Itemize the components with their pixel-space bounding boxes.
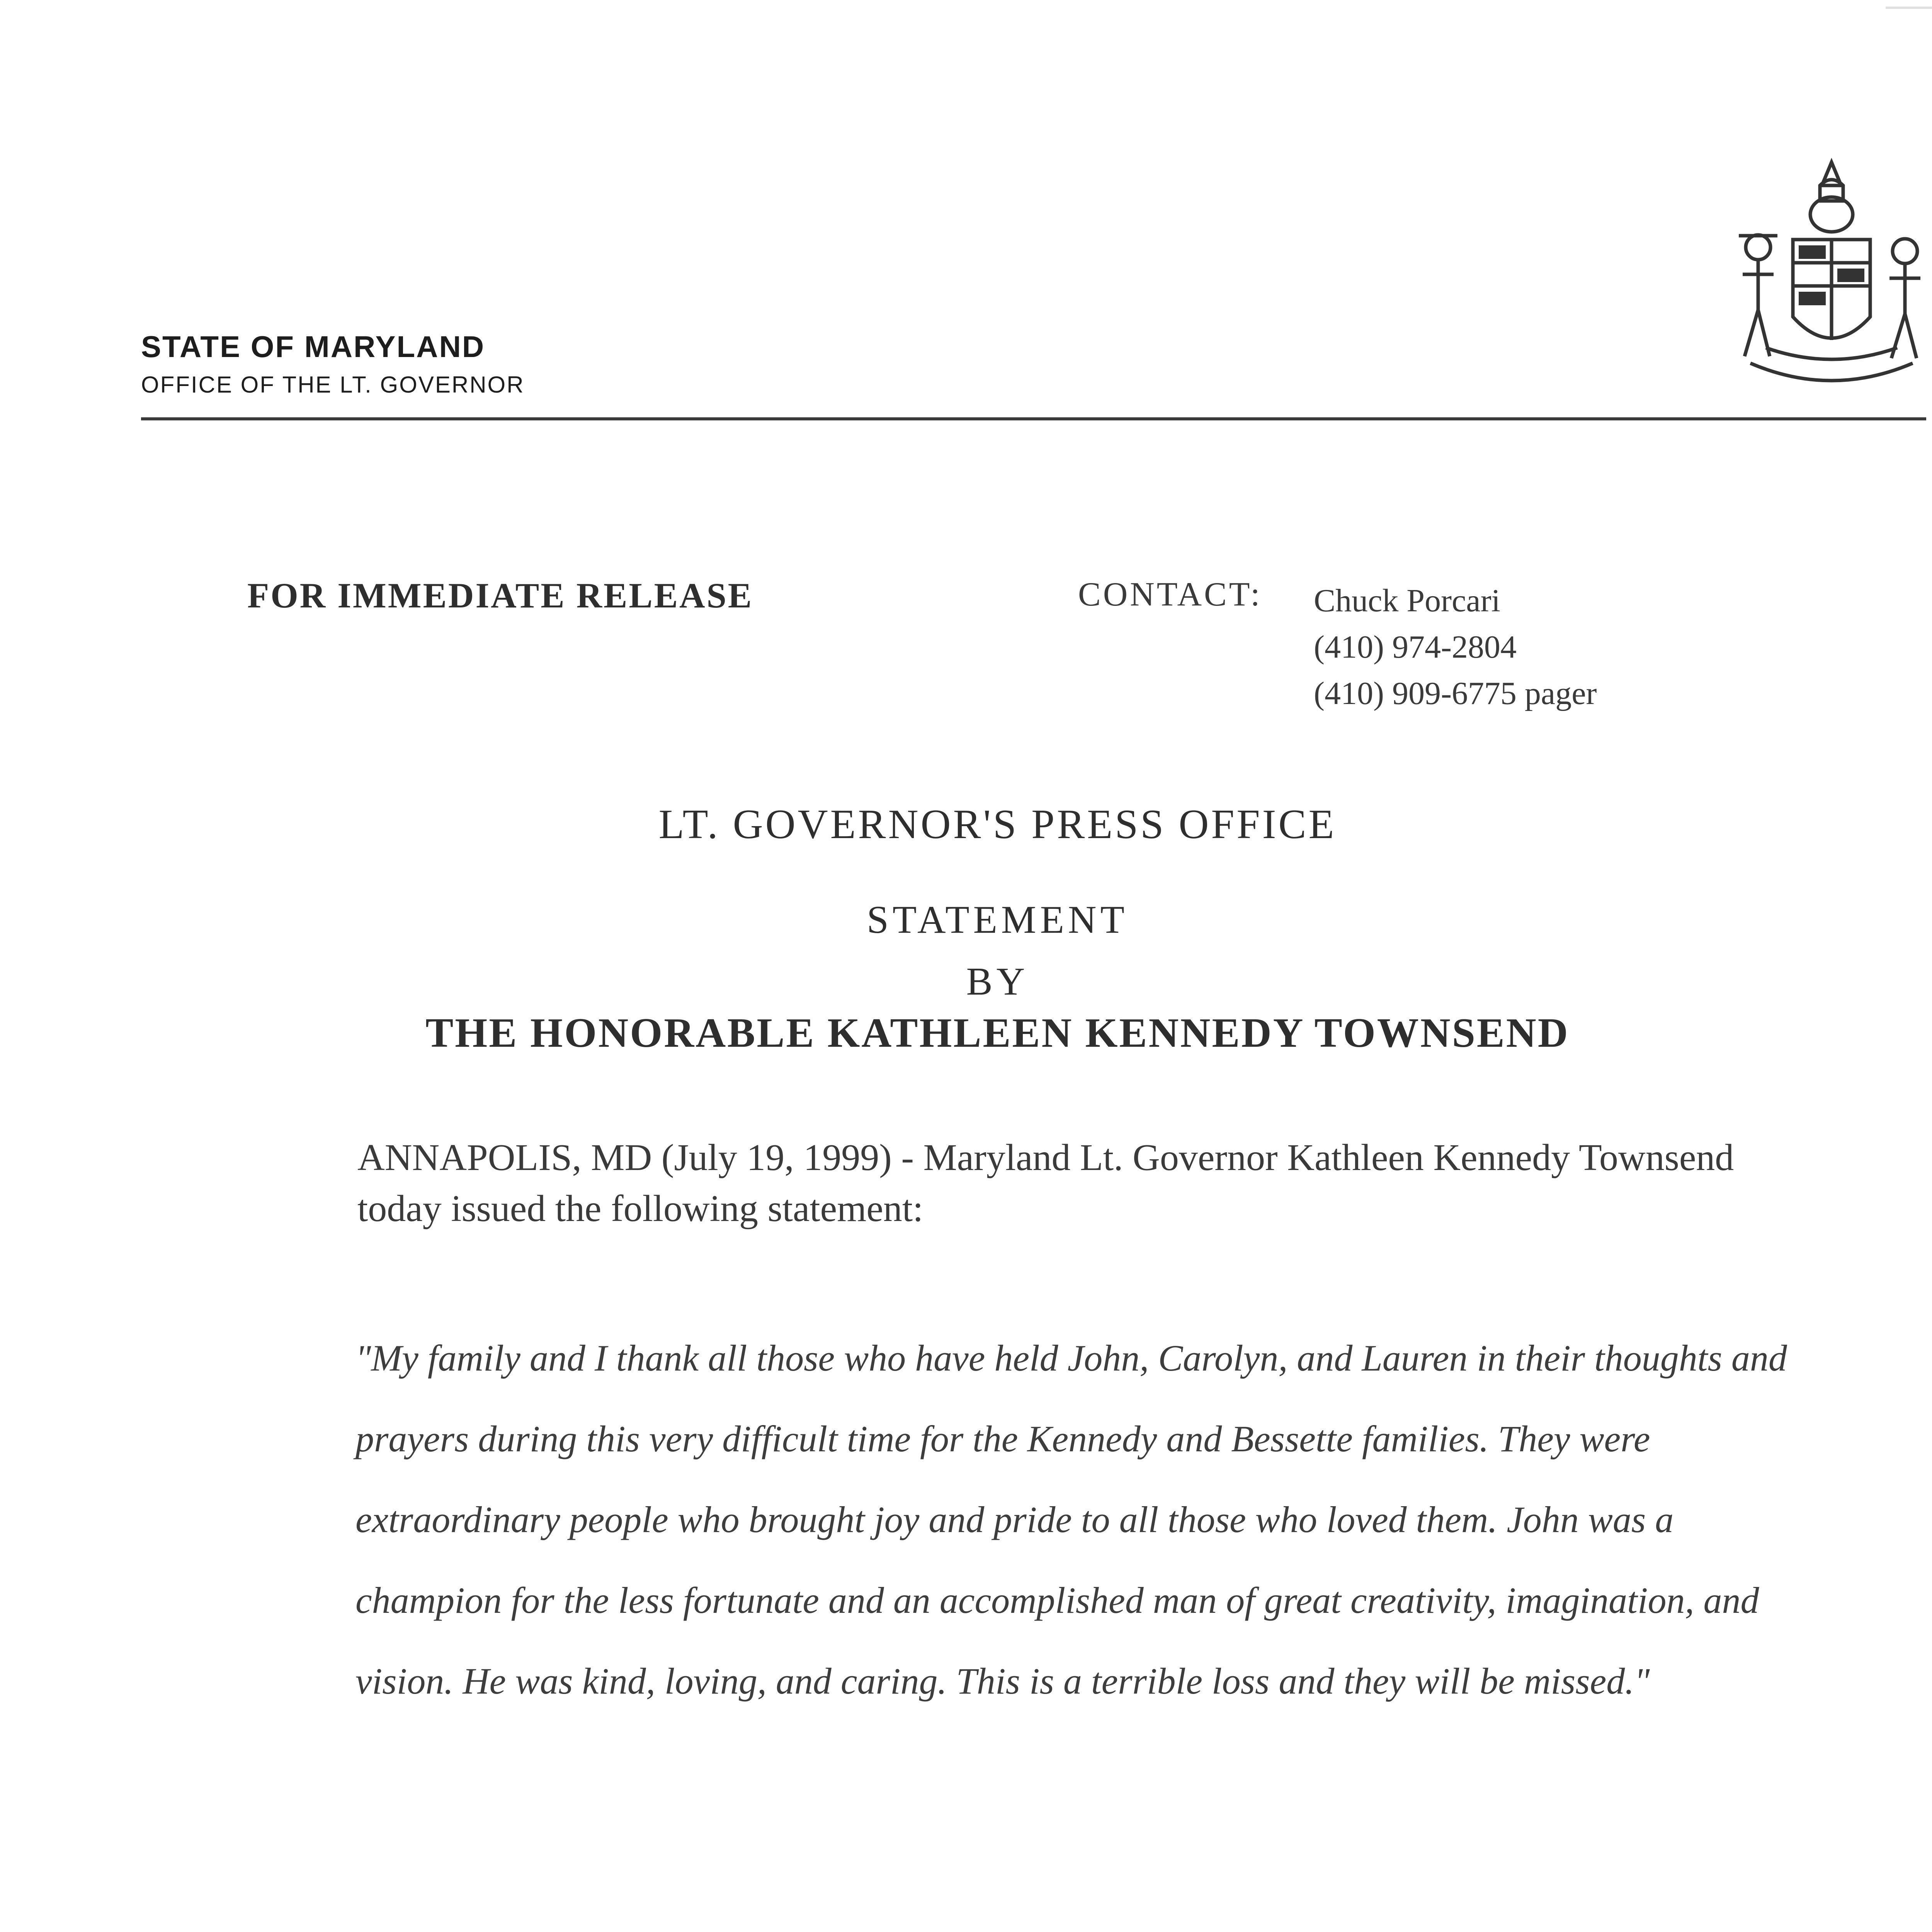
quote-paragraph: "My family and I thank all those who have held John, Carolyn, and Lauren in their thoughts and prayers during this very difficult time for the Kennedy and Bessette families. They were extraordinary people who brought joy and pride to all those who loved them. John was a champion for the less fortunate and an accomplished man of great creativity, imagination, and vision. He was kind, loving, and caring. This is a terrible loss and they will be missed." — [355, 1337, 1787, 1702]
header-divider — [141, 417, 1926, 420]
release-label: FOR IMMEDIATE RELEASE — [247, 576, 753, 615]
honorable-title: THE HONORABLE KATHLEEN KENNEDY TOWNSEND — [425, 1010, 1570, 1056]
contact-name: Chuck Porcari — [1314, 583, 1500, 619]
statement-title: STATEMENT — [867, 898, 1128, 942]
agency-office: OFFICE OF THE LT. GOVERNOR — [141, 372, 525, 398]
contact-phone: (410) 974-2804 — [1314, 629, 1517, 665]
contact-block — [1314, 578, 1597, 717]
press-office-title: LT. GOVERNOR'S PRESS OFFICE — [658, 801, 1337, 847]
by-title: BY — [966, 960, 1029, 1003]
contact-pager: (410) 909-6775 pager — [1314, 675, 1597, 711]
maryland-state-seal-icon — [1716, 147, 1932, 398]
intro-paragraph: ANNAPOLIS, MD (July 19, 1999) - Maryland Lt. Governor Kathleen Kennedy Townsend today issued the following statement: — [357, 1137, 1734, 1230]
contact-label: CONTACT: — [1078, 576, 1262, 613]
agency-name: STATE OF MARYLAND — [141, 330, 485, 364]
scan-corner-artifact — [1886, 0, 1932, 70]
